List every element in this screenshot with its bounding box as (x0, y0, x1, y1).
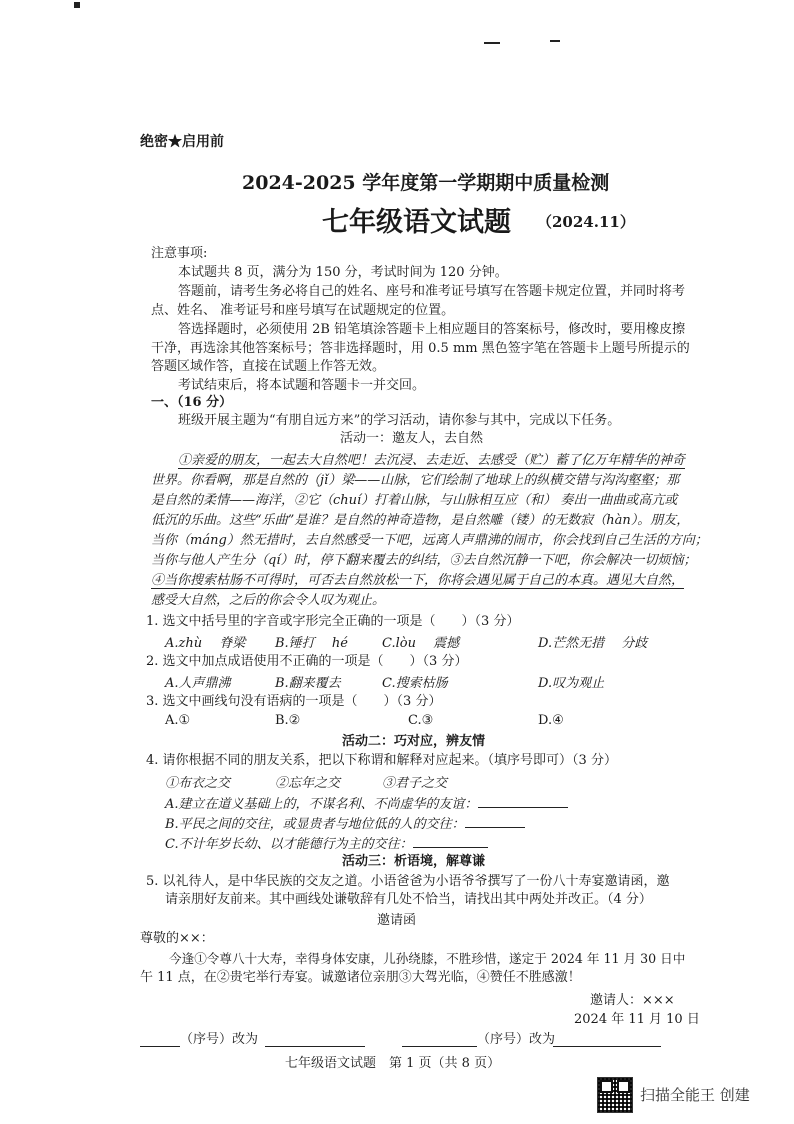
q3-option-a: A.① (165, 713, 191, 728)
scanner-watermark: 扫描全能王 创建 (640, 1086, 750, 1104)
passage-line: 感受大自然，之后的你会令人叹为观止。 (151, 593, 386, 608)
letter-date: 2024 年 11 月 10 日 (574, 1012, 700, 1027)
answer-line-left (140, 1032, 180, 1047)
section-heading: 一、（16 分） (151, 395, 233, 410)
passage-line: 世界。你看啊，那是自然的（jǐ）梁——山脉，它们绘制了地球上的纵横交错与沟沟壑壑；那 (151, 473, 680, 488)
q3-option-c: C.③ (408, 713, 434, 728)
q1-option-d: D.芒然无措 分歧 (538, 636, 648, 651)
q4-item-a-text: A.建立在道义基础上的，不谋名利、不尚虚华的友谊： (165, 797, 478, 812)
question-4: 4. 请你根据不同的朋友关系，把以下称谓和解释对应起来。（填序号即可）（3 分） (146, 753, 617, 768)
scan-mark (550, 40, 560, 42)
scan-mark (74, 2, 80, 8)
subject-title: 七年级语文试题 (322, 207, 511, 238)
passage-line: ④当你搜索枯肠不可得时，可否去自然放松一下，你将会遇见属于自己的本真。遇见大自然， (151, 569, 684, 589)
answer-blank-right[interactable] (553, 1032, 661, 1047)
q4-term: ①布衣之交 (165, 776, 231, 791)
letter-body: 午 11 点，在②贵宅举行寿宴。诚邀诸位亲朋③大驾光临，④赞任不胜感激！ (140, 970, 581, 985)
q1-option-b: B.锤打 hé (275, 636, 348, 651)
q4-term: ②忘年之交 (275, 776, 341, 791)
answer-blank[interactable] (465, 815, 525, 828)
letter-body: 今逢①令尊八十大寿，幸得身体安康，儿孙绕膝，不胜珍惜，遂定于 2024 年 11 月 30 日中 (169, 951, 686, 966)
page-footer: 七年级语文试题 第 1 页（共 8 页） (285, 1056, 501, 1071)
answer-blank-left[interactable] (265, 1032, 365, 1047)
q1-option-a: A.zhù 脊梁 (165, 636, 246, 651)
answer-label-left: （序号）改为 (180, 1032, 259, 1047)
answer-blank[interactable] (478, 795, 568, 808)
question-3: 3. 选文中画线句没有语病的一项是（ ）（3 分） (146, 694, 442, 709)
answer-line-right (402, 1032, 477, 1047)
q2-option-d: D.叹为观止 (538, 676, 605, 691)
answer-blank[interactable] (413, 835, 488, 848)
passage-line: 当你（máng）然无措时，去自然感受一下吧，远离人声鼎沸的闹市，你会找到自己生活的方向； (151, 533, 708, 548)
q3-option-b: B.② (275, 713, 301, 728)
passage-line: ①亲爱的朋友，一起去大自然吧！去沉浸、去走近、去感受（贮）蓄了亿万年精华的神奇 (178, 449, 685, 469)
passage-line: 当你与他人产生分（qí）时，停下翻来覆去的纠结，③去自然沉静一下吧，你会解决一切烦恼； (151, 553, 697, 568)
exam-date: （2024.11） (537, 213, 635, 231)
qr-code-icon (597, 1077, 633, 1113)
exam-title: 2024-2025 学年度第一学期期中质量检测 (242, 172, 610, 194)
q1-option-c: C.lòu 震撼 (382, 636, 460, 651)
q4-item-c (165, 833, 488, 852)
notice-heading: 注意事项: (151, 246, 208, 261)
q4-item-a (165, 793, 568, 812)
section-intro: 班级开展主题为“有朋自远方来”的学习活动，请你参与其中，完成以下任务。 (178, 413, 621, 428)
q4-item-b (165, 813, 525, 832)
answer-label-right: （序号）改为 (477, 1032, 556, 1047)
q4-item-b-text: B.平民之间的交往，或显贵者与地位低的人的交往： (165, 817, 465, 832)
notice-line: 考试结束后，将本试题和答题卡一并交回。 (178, 378, 426, 393)
notice-line: 答选择题时，必须使用 2B 铅笔填涂答题卡上相应题目的答案标号，修改时，要用橡皮擦 (178, 322, 686, 337)
question-1: 1. 选文中括号里的字音或字形完全正确的一项是（ ）（3 分） (146, 614, 520, 629)
q2-option-a: A.人声鼎沸 (165, 676, 231, 691)
activity-heading: 活动三：析语境，解尊谦 (342, 854, 486, 869)
scan-mark (484, 42, 500, 44)
q4-item-c-text: C.不计年岁长幼、以才能德行为主的交往： (165, 837, 413, 852)
question-5-cont: 请亲朋好友前来。其中画线处谦敬辞有几处不恰当，请找出其中两处并改正。（4 分） (165, 892, 652, 907)
passage-line: 低沉的乐曲。这些“乐曲”是谁？是自然的神奇造物，是自然雕（镂）的无数寂（hàn）。朋友， (151, 513, 690, 528)
q2-option-c: C.搜索枯肠 (382, 676, 448, 691)
notice-line: 干净，再选涂其他答案标号；答非选择题时，用 0.5 mm 黑色签字笔在答题卡上题号所提示的 (151, 341, 690, 356)
letter-salutation: 尊敬的××： (140, 931, 214, 946)
notice-line: 答题区域作答，直接在试题上作答无效。 (151, 359, 386, 374)
q4-term: ③君子之交 (382, 776, 448, 791)
passage-line: 是自然的柔情——海洋，②它（chuí）打着山脉，与山脉相互应（和） 奏出一曲曲或高亢或 (151, 493, 678, 508)
question-2: 2. 选文中加点成语使用不正确的一项是（ ）（3 分） (146, 654, 468, 669)
letter-title: 邀请函 (377, 913, 417, 928)
notice-line: 本试题共 8 页，满分为 150 分，考试时间为 120 分钟。 (178, 265, 508, 280)
question-5: 5. 以礼待人，是中华民族的交友之道。小语爸爸为小语爷爷撰写了一份八十寿宴邀请函，邀 (146, 874, 670, 889)
notice-line: 点、姓名、 准考证号和座号填写在试题规定的位置。 (151, 303, 455, 318)
q3-option-d: D.④ (538, 713, 564, 728)
notice-line: 答题前，请考生务必将自己的姓名、座号和准考证号填写在答题卡规定位置，并同时将考 (178, 284, 686, 299)
activity-heading: 活动一：邀友人，去自然 (340, 431, 484, 446)
q2-option-b: B.翻来覆去 (275, 676, 341, 691)
letter-inviter: 邀请人：××× (590, 993, 675, 1008)
activity-heading: 活动二：巧对应，辨友情 (342, 734, 486, 749)
secret-label: 绝密★启用前 (140, 134, 224, 150)
